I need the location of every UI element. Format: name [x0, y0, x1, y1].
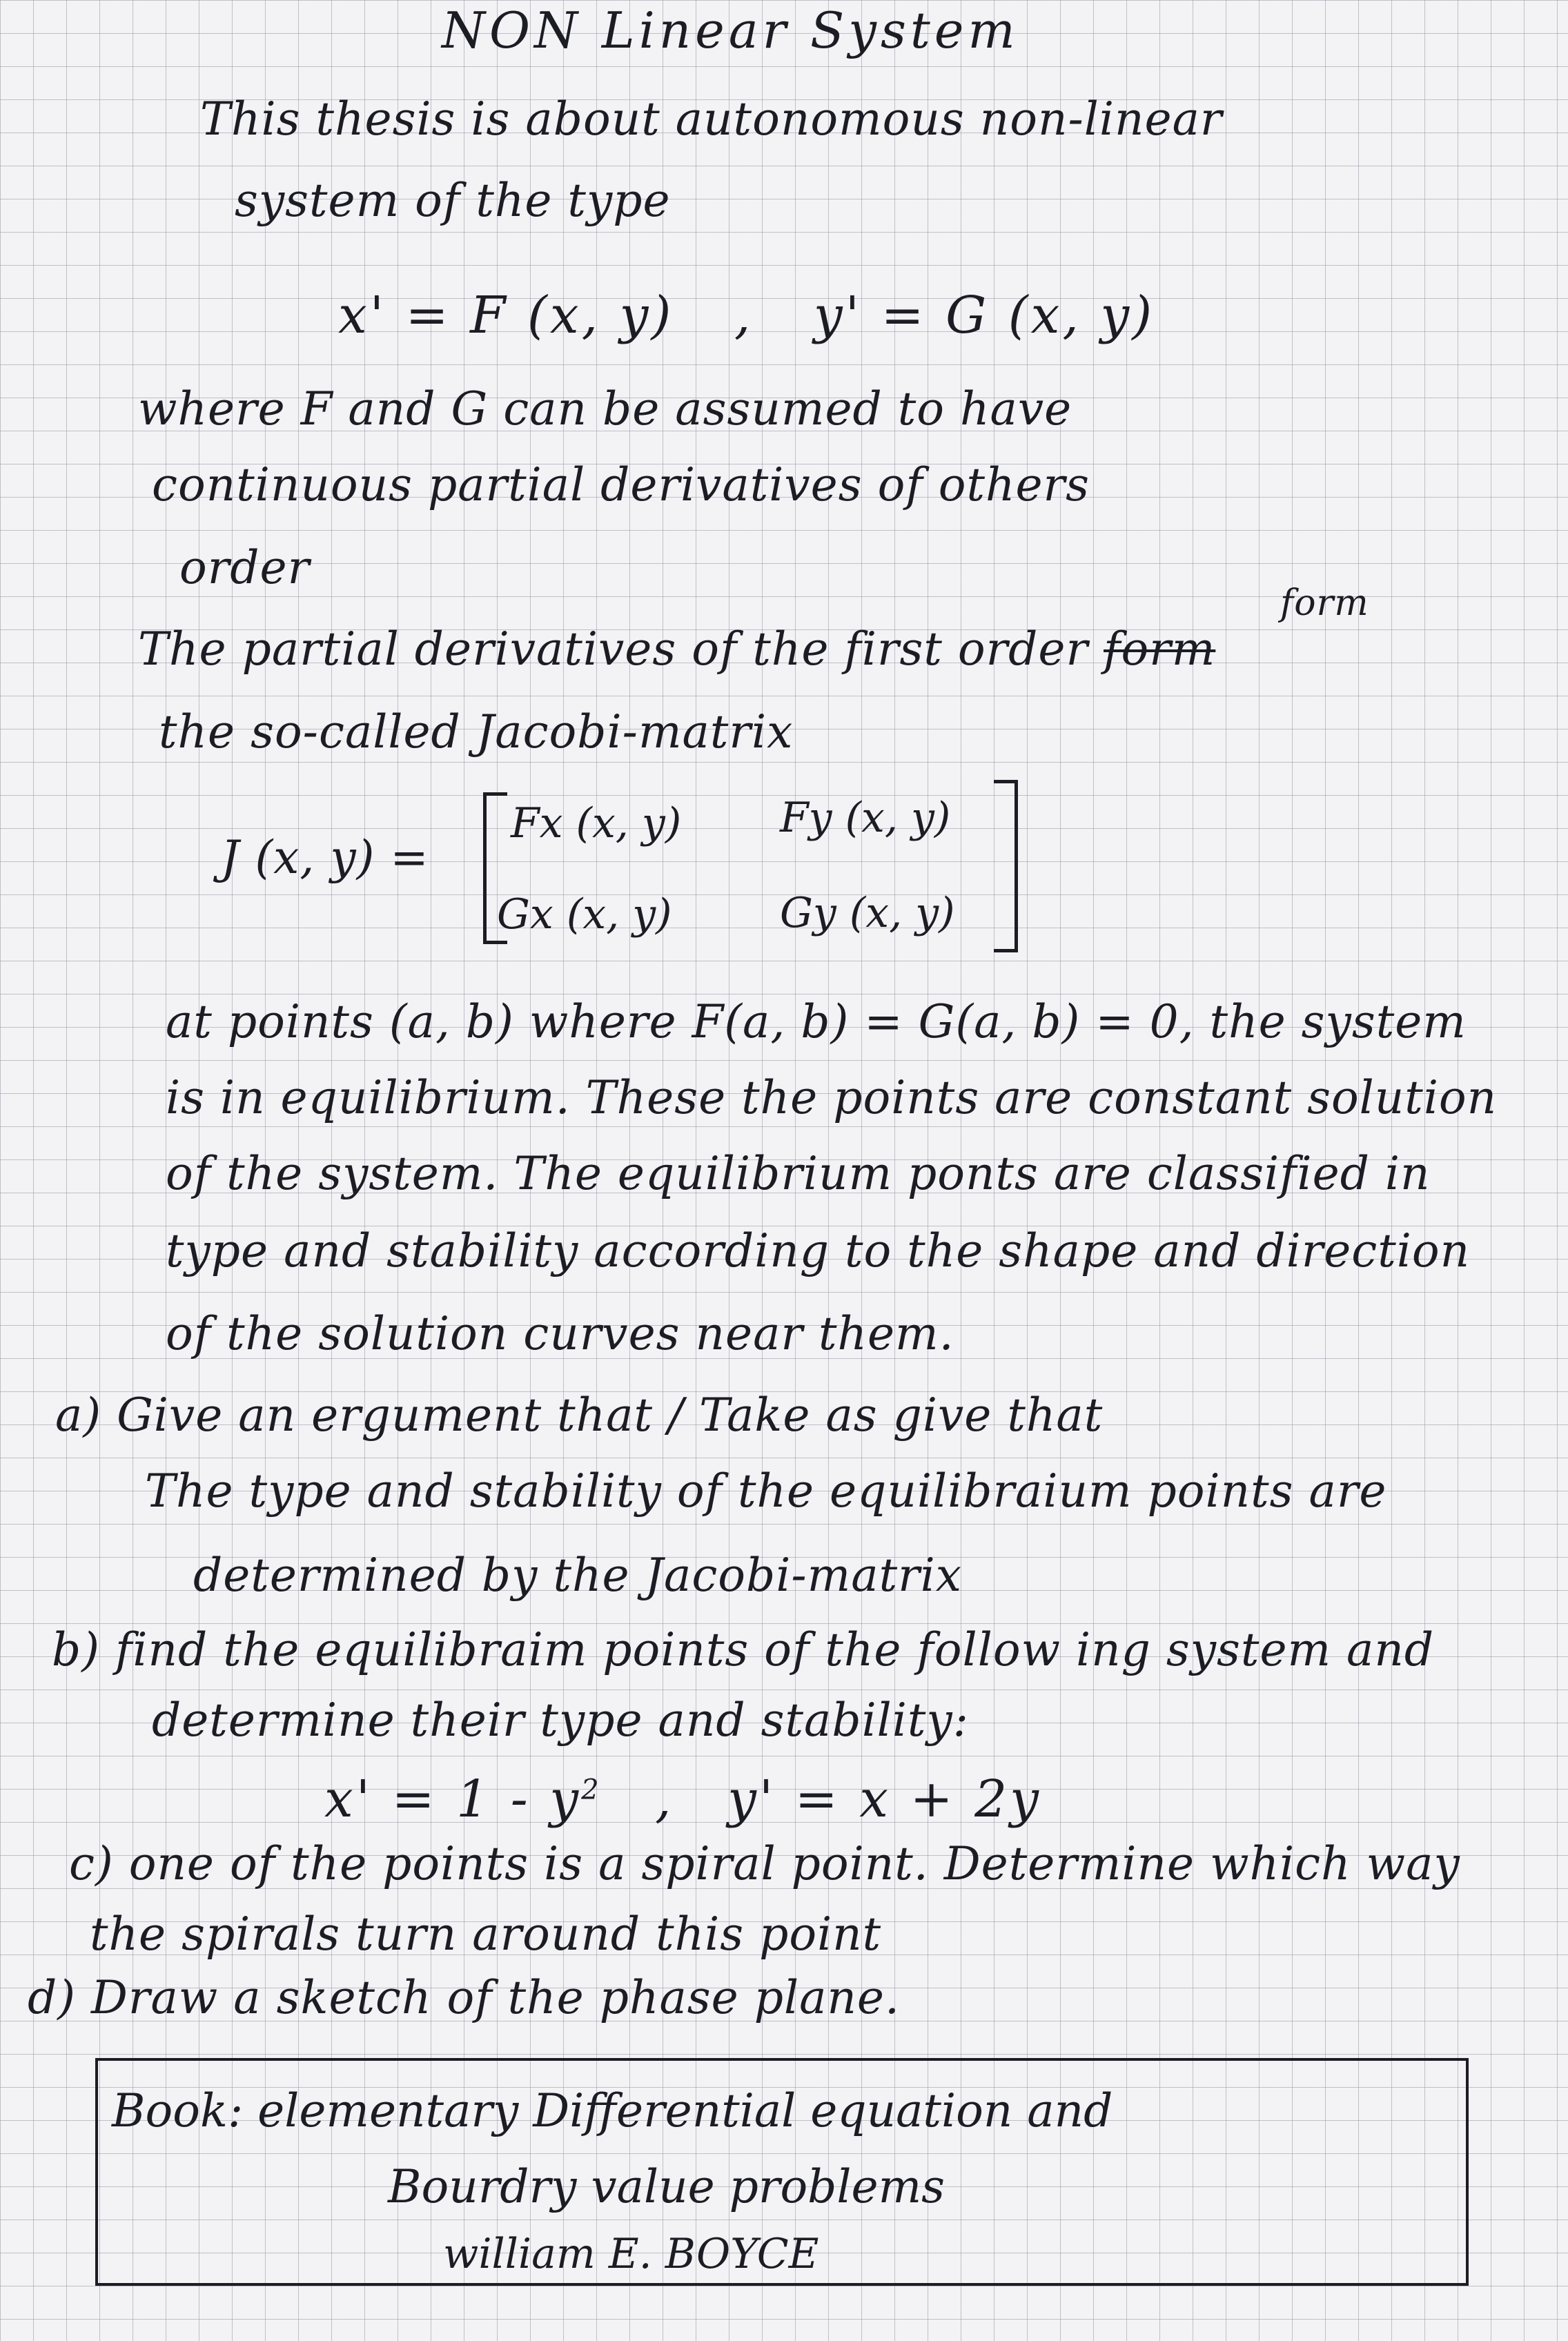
equilibrium-line-3: of the system. The equilibrium ponts are classified in	[166, 1147, 1431, 1200]
equilibrium-line-1: at points (a, b) where F(a, b) = G(a, b) = 0, the system	[166, 995, 1467, 1048]
jacobi-intro: the so-called Jacobi-matrix	[159, 705, 794, 758]
equation2-separator: ,	[655, 1770, 674, 1829]
part-c-line-1: c) one of the points is a spiral point. Determine which way	[69, 1837, 1460, 1890]
equation2-y-prime: y' = x + 2y	[727, 1770, 1041, 1829]
matrix-r2c2: Gy (x, y)	[780, 889, 955, 937]
equation2-exponent: 2	[581, 1774, 602, 1806]
matrix-lhs: J (x, y) =	[221, 831, 429, 884]
title: NON Linear System	[442, 1, 1019, 59]
struck-word: form	[1104, 623, 1216, 676]
equilibrium-line-2: is in equilibrium. These the points are constant solution	[166, 1071, 1498, 1124]
assumption-line-3: order	[179, 541, 311, 594]
part-c-line-2: the spirals turn around this point	[90, 1908, 882, 1961]
part-d-line: d) Draw a sketch of the phase plane.	[28, 1971, 900, 2024]
equilibrium-line-5: of the solution curves near them.	[166, 1307, 954, 1360]
correction-note: form	[1280, 582, 1369, 624]
equation-x-prime: x' = F (x, y)	[338, 286, 674, 345]
equation2-x-prime: x' = 1 - y	[324, 1770, 582, 1829]
intro-line-1: This thesis is about autonomous non-linear	[200, 92, 1223, 146]
equation-separator: ,	[734, 286, 754, 345]
equation-y-prime: y' = G (x, y)	[813, 286, 1155, 345]
part-b-line-2: determine their type and stability:	[152, 1694, 969, 1747]
assumption-line-2: continuous partial derivatives of others	[152, 458, 1090, 511]
equilibrium-line-4: type and stability according to the shape and direction	[166, 1224, 1471, 1277]
partial-derivatives-line	[138, 623, 1216, 676]
intro-line-2: system of the type	[235, 174, 671, 227]
system-equation	[338, 286, 1155, 345]
matrix-r1c1: Fx (x, y)	[511, 799, 682, 848]
book-line-1: Book: elementary Differential equation and	[112, 2084, 1113, 2137]
book-line-2: Bourdry value problems	[388, 2160, 945, 2213]
partial-text: The partial derivatives of the first order	[138, 623, 1089, 676]
assumption-line-1: where F and G can be assumed to have	[138, 382, 1072, 435]
part-a-line-1: a) Give an ergument that / Take as give that	[55, 1389, 1104, 1442]
second-system-equation	[324, 1770, 1041, 1829]
part-a-line-2: The type and stability of the equilibraium points are	[145, 1465, 1387, 1518]
matrix-r1c2: Fy (x, y)	[780, 794, 951, 842]
matrix-right-bracket	[994, 780, 1018, 952]
part-b-line-1: b) find the equilibraim points of the follow ing system and	[52, 1623, 1435, 1676]
book-line-3: william E. BOYCE	[443, 2230, 819, 2278]
part-a-line-3: determined by the Jacobi-matrix	[193, 1549, 963, 1602]
book-reference-box	[95, 2058, 1469, 2286]
matrix-r2c1: Gx (x, y)	[497, 890, 672, 939]
